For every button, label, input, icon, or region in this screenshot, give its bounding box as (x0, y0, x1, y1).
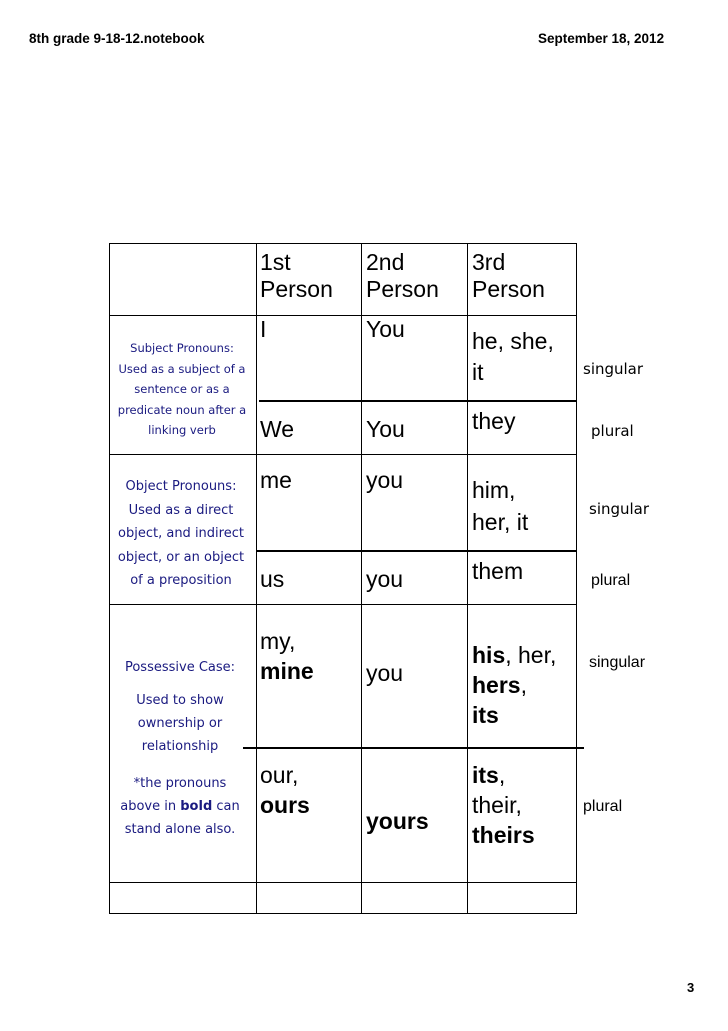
header-first-person: 1st Person (260, 249, 333, 302)
possessive-plural-third: its, their, theirs (472, 762, 535, 848)
subject-pronouns-label: Subject Pronouns: Used as a subject of a sentence or as a predicate noun after a linking verb (117, 341, 247, 437)
table-divider-2 (361, 243, 362, 914)
possessive-case-label: Possessive Case: Used to show ownership or relationship (124, 660, 236, 754)
possessive-singular-third: his, her, hers, its (472, 642, 557, 728)
possessive-note: *the pronouns above in bold can stand alone also. (120, 776, 240, 837)
header-third-person: 3rd Person (472, 249, 545, 302)
subject-plural-second: You (366, 416, 405, 442)
object-singular-first: me (260, 467, 292, 493)
row-divider-subject (109, 454, 576, 455)
table-border-right (576, 243, 577, 914)
possessive-plural-first: our, ours (260, 762, 310, 818)
object-sg-pl-separator (257, 550, 576, 552)
object-pronouns-label: Object Pronouns: Used as a direct object, and indirect object, or an object of a preposition (117, 479, 245, 588)
subject-singular-first: I (260, 316, 267, 342)
row-divider-object (109, 604, 576, 605)
possessive-singular-first: my, mine (260, 628, 314, 684)
object-plural-first: us (260, 566, 285, 592)
possessive-singular-second: you (366, 660, 404, 686)
side-label-possessive-plural: plural (583, 798, 623, 815)
side-label-object-singular: singular (589, 500, 650, 518)
subject-sg-pl-separator (259, 400, 577, 402)
notebook-filename: 8th grade 9-18-12.notebook (29, 31, 205, 46)
row-divider-header (109, 315, 576, 316)
side-label-possessive-singular: singular (589, 654, 646, 671)
side-label-subject-singular: singular (583, 360, 644, 378)
object-singular-third: him, her, it (472, 477, 529, 535)
page-date: September 18, 2012 (538, 31, 665, 46)
object-plural-second: you (366, 566, 404, 592)
page-number: 3 (687, 980, 695, 995)
object-singular-second: you (366, 467, 404, 493)
possessive-sg-pl-separator (243, 747, 584, 749)
subject-singular-third: he, she, it (472, 328, 554, 385)
side-label-object-plural: plural (591, 572, 631, 589)
row-divider-possessive (109, 882, 576, 883)
subject-plural-first: We (260, 416, 295, 442)
subject-singular-second: You (366, 316, 405, 342)
header-second-person: 2nd Person (366, 249, 439, 302)
subject-plural-third: they (472, 408, 516, 434)
table-border-bottom (109, 913, 576, 914)
possessive-plural-second: yours (366, 808, 429, 834)
object-plural-third: them (472, 558, 524, 584)
side-label-subject-plural: plural (591, 422, 634, 440)
table-divider-3 (467, 243, 468, 914)
table-border-top (109, 243, 576, 244)
